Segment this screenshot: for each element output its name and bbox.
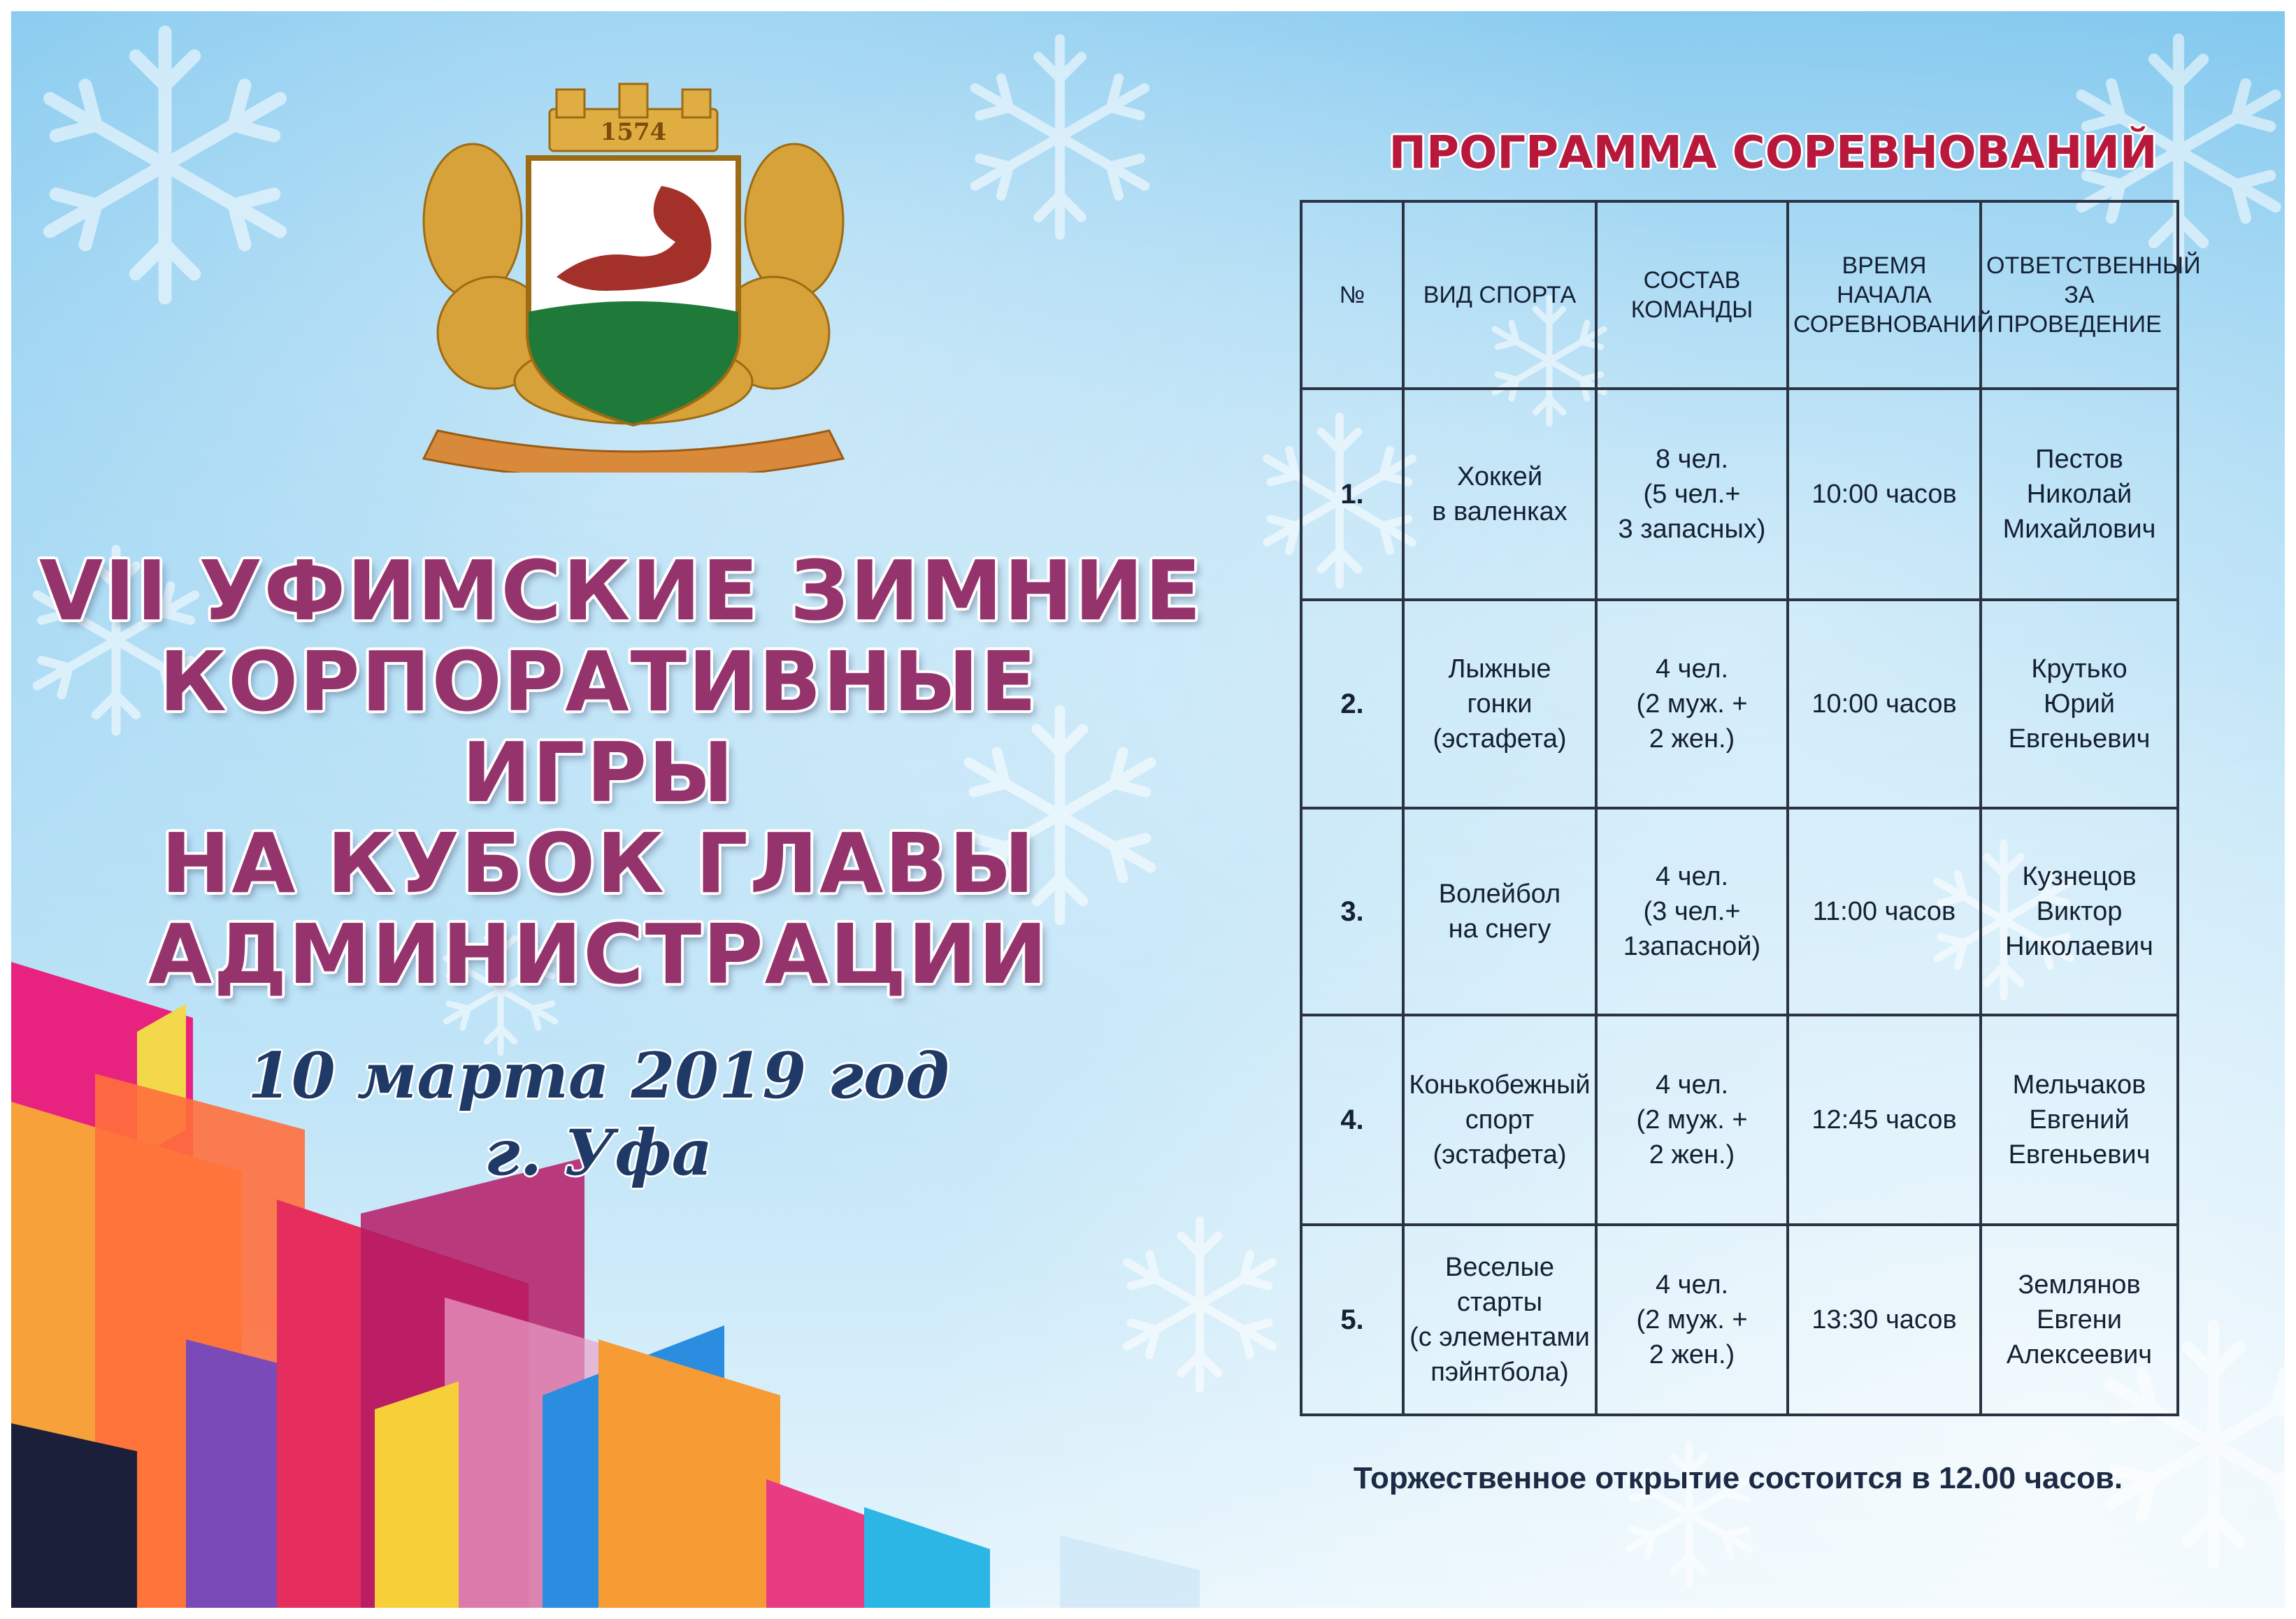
row-team: 4 чел. (2 муж. + 2 жен.) xyxy=(1596,1225,1788,1415)
header-number: № xyxy=(1301,201,1403,389)
row-team: 4 чел. (2 муж. + 2 жен.) xyxy=(1596,600,1788,808)
row-time: 13:30 часов xyxy=(1788,1225,1981,1415)
program-title: ПРОГРАММА СОРЕВНОВАНИЙ xyxy=(1389,127,2158,179)
table-row xyxy=(1301,1225,2178,1415)
poster xyxy=(11,11,2285,1608)
row-number: 1. xyxy=(1301,389,1403,600)
row-team: 4 чел. (3 чел.+ 1запасной) xyxy=(1596,808,1788,1015)
row-number: 5. xyxy=(1301,1225,1403,1415)
row-time: 12:45 часов xyxy=(1788,1015,1981,1225)
row-sport: Волейбол на снегу xyxy=(1403,808,1596,1015)
event-date: 10 марта 2019 год xyxy=(247,1039,949,1113)
title-line-3: ИГРЫ xyxy=(461,724,736,821)
row-number: 2. xyxy=(1301,600,1403,808)
schedule-table xyxy=(1300,200,2201,1416)
row-responsible: Землянов Евгени Алексеевич xyxy=(1981,1225,2178,1415)
header-sport: ВИД СПОРТА xyxy=(1403,201,1596,389)
table-row xyxy=(1301,389,2178,600)
coat-of-arms-emblem xyxy=(410,81,857,473)
row-responsible: Мельчаков Евгений Евгеньевич xyxy=(1981,1015,2178,1225)
event-city: г. Уфа xyxy=(485,1116,712,1190)
row-sport: Веселые старты (с элементами пэйнтбола) xyxy=(1403,1225,1596,1415)
row-sport: Лыжные гонки (эстафета) xyxy=(1403,600,1596,808)
table-row xyxy=(1301,808,2178,1015)
header-start-time: ВРЕМЯ НАЧАЛА СОРЕВНОВАНИЙ xyxy=(1788,201,1981,389)
header-team: СОСТАВ КОМАНДЫ xyxy=(1596,201,1788,389)
row-time: 10:00 часов xyxy=(1788,389,1981,600)
title-line-5: АДМИНИСТРАЦИИ xyxy=(148,906,1049,1002)
emblem-year: 1574 xyxy=(600,118,667,146)
title-line-1: VII УФИМСКИЕ ЗИМНИЕ xyxy=(39,542,1203,639)
header-responsible: ОТВЕТСТВЕННЫЙ ЗА ПРОВЕДЕНИЕ xyxy=(1981,201,2178,389)
row-number: 3. xyxy=(1301,808,1403,1015)
row-responsible: Крутько Юрий Евгеньевич xyxy=(1981,600,2178,808)
title-line-2: КОРПОРАТИВНЫЕ xyxy=(159,633,1038,730)
title-line-4: НА КУБОК ГЛАВЫ xyxy=(161,815,1036,912)
row-team: 4 чел. (2 муж. + 2 жен.) xyxy=(1596,1015,1788,1225)
row-sport: Хоккей в валенках xyxy=(1403,389,1596,600)
table-row xyxy=(1301,1015,2178,1225)
opening-note: Торжественное открытие состоится в 12.00 часов. xyxy=(1353,1461,2123,1495)
row-time: 11:00 часов xyxy=(1788,808,1981,1015)
table-row xyxy=(1301,600,2178,808)
row-number: 4. xyxy=(1301,1015,1403,1225)
row-team: 8 чел. (5 чел.+ 3 запасных) xyxy=(1596,389,1788,600)
table-header-row xyxy=(1301,201,2178,389)
row-sport: Конькобежный спорт (эстафета) xyxy=(1403,1015,1596,1225)
row-responsible: Пестов Николай Михайлович xyxy=(1981,389,2178,600)
row-responsible: Кузнецов Виктор Николаевич xyxy=(1981,808,2178,1015)
row-time: 10:00 часов xyxy=(1788,600,1981,808)
